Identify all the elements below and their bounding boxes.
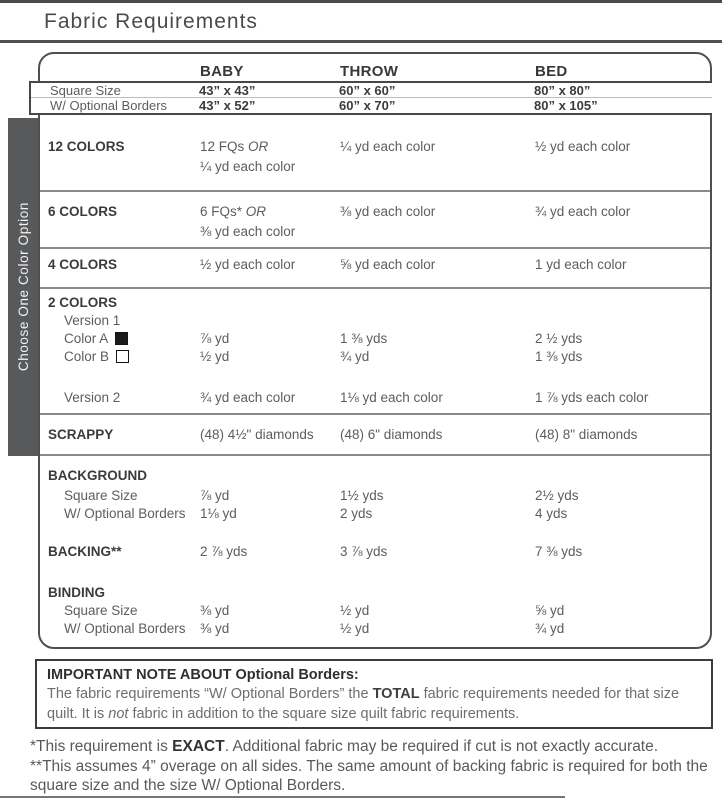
or-text: OR	[248, 139, 269, 154]
note-body	[47, 685, 701, 724]
note-text: fabric in addition to the square size quilt fabric requirements.	[128, 705, 520, 722]
footnote-text: . Additional fabric may be required if cut is not exactly accurate.	[224, 738, 659, 755]
cell-text: 12 FQs	[200, 139, 245, 154]
section-label: 6 COLORS	[48, 204, 118, 219]
cell-throw: 60” x 70”	[339, 98, 396, 113]
cell-text: ⅜ yd each color	[200, 224, 296, 239]
footnote-backing: **This assumes 4” overage on all sides. The same amount of backing fabric is required for both the square size and the size W/ Optional Borders.	[30, 757, 708, 794]
color-b-row-label	[64, 347, 129, 366]
cell-bed: ⅝ yd	[535, 603, 565, 618]
cell-bed: 80” x 105”	[534, 98, 598, 113]
cell-throw: 3 ⅞ yds	[340, 544, 388, 559]
cell-baby: ½ yd each color	[200, 257, 296, 272]
row-label: W/ Optional Borders	[64, 621, 186, 636]
version-1-label: Version 1	[64, 313, 121, 328]
cell-baby: 43” x 43”	[199, 83, 256, 98]
cell-bed: 1 ⅞ yds each color	[535, 390, 649, 405]
cell-throw: ¼ yd each color	[340, 139, 436, 154]
section-label: 12 COLORS	[48, 139, 125, 154]
table-row-optional-borders	[31, 98, 712, 113]
or-text: OR	[245, 204, 267, 219]
cell-bed: 2½ yds	[535, 488, 579, 503]
important-note-box	[35, 659, 713, 729]
cell-throw: 1⅛ yd each color	[340, 390, 443, 405]
note-text: fabric requirements needed for that size quilt. It is	[47, 686, 680, 722]
cell-bed: 4 yds	[535, 506, 568, 521]
note-total-bold: TOTAL	[372, 686, 420, 702]
version-2-label: Version 2	[64, 390, 121, 405]
cell-throw: ¾ yd	[340, 349, 370, 364]
row-label: W/ Optional Borders	[64, 506, 186, 521]
cell-throw: ½ yd	[340, 603, 370, 618]
section-divider	[40, 413, 710, 415]
cell-throw: ⅝ yd each color	[340, 257, 436, 272]
cell-throw: 2 yds	[340, 506, 373, 521]
cell-baby	[200, 137, 335, 177]
section-divider	[40, 287, 710, 289]
cell-bed: 80” x 80”	[534, 83, 591, 98]
table-row-square-size	[31, 83, 712, 98]
top-rule	[0, 0, 722, 3]
section-label: 2 COLORS	[48, 295, 118, 310]
section-divider	[40, 454, 710, 456]
row-label: Square Size	[64, 488, 138, 503]
cell-baby: (48) 4½" diamonds	[200, 427, 314, 442]
cell-baby: 43” x 52”	[199, 98, 256, 113]
cell-baby: ⅞ yd	[200, 488, 230, 503]
column-header-throw: THROW	[340, 63, 399, 80]
cell-throw: 1 ⅜ yds	[340, 331, 388, 346]
cell-baby: ⅜ yd	[200, 621, 230, 636]
color-a-label: Color A	[64, 331, 109, 346]
cell-bed: 1 yd each color	[535, 257, 627, 272]
color-b-swatch-icon	[116, 350, 129, 363]
note-title: IMPORTANT NOTE ABOUT Optional Borders:	[47, 667, 359, 683]
title-rule	[0, 40, 722, 43]
cell-baby	[200, 202, 335, 242]
row-label: Square Size	[50, 83, 121, 98]
row-label: W/ Optional Borders	[50, 98, 168, 113]
cell-baby: ¾ yd each color	[200, 390, 296, 405]
choose-one-color-option-sidebar	[8, 118, 38, 456]
cell-throw: ½ yd	[340, 621, 370, 636]
footnote-exact-bold: EXACT	[172, 738, 225, 755]
section-divider	[40, 190, 710, 192]
bottom-rule	[0, 796, 565, 798]
cell-bed: ¾ yd each color	[535, 204, 631, 219]
cell-text: 6 FQs*	[200, 204, 243, 219]
cell-throw: (48) 6" diamonds	[340, 427, 443, 442]
cell-baby: ⅞ yd	[200, 331, 230, 346]
color-b-label: Color B	[64, 349, 110, 364]
sidebar-label: Choose One Color Option	[15, 202, 31, 372]
section-divider	[40, 247, 710, 249]
color-a-row-label	[64, 329, 128, 348]
cell-bed: ¾ yd	[535, 621, 565, 636]
cell-baby: 2 ⅞ yds	[200, 544, 248, 559]
cell-bed: 7 ⅜ yds	[535, 544, 583, 559]
quilt-size-box	[29, 81, 712, 115]
column-header-bed: BED	[535, 63, 568, 80]
page-title: Fabric Requirements	[44, 10, 258, 33]
cell-baby: 1⅛ yd	[200, 506, 237, 521]
cell-baby: ⅜ yd	[200, 603, 230, 618]
section-label: SCRAPPY	[48, 427, 114, 442]
row-label: Square Size	[64, 603, 138, 618]
column-header-baby: BABY	[200, 63, 244, 80]
cell-bed: 1 ⅜ yds	[535, 349, 583, 364]
cell-throw: ⅜ yd each color	[340, 204, 436, 219]
cell-throw: 60” x 60”	[339, 83, 396, 98]
footnotes	[30, 737, 722, 796]
cell-bed: ½ yd each color	[535, 139, 631, 154]
footnote-exact	[30, 737, 722, 757]
cell-baby: ½ yd	[200, 349, 230, 364]
footnote-text: *This requirement is	[30, 738, 173, 755]
note-not-italic: not	[108, 705, 129, 722]
cell-throw: 1½ yds	[340, 488, 384, 503]
cell-text: ¼ yd each color	[200, 159, 296, 174]
color-a-swatch-icon	[115, 332, 128, 345]
fabric-requirements-table	[38, 52, 712, 649]
section-label: 4 COLORS	[48, 257, 118, 272]
section-label: BACKING**	[48, 544, 122, 559]
note-text: The fabric requirements “W/ Optional Borders” the	[47, 686, 373, 702]
section-label: BINDING	[48, 585, 105, 600]
cell-bed: 2 ½ yds	[535, 331, 583, 346]
cell-bed: (48) 8" diamonds	[535, 427, 638, 442]
section-label: BACKGROUND	[48, 468, 147, 483]
